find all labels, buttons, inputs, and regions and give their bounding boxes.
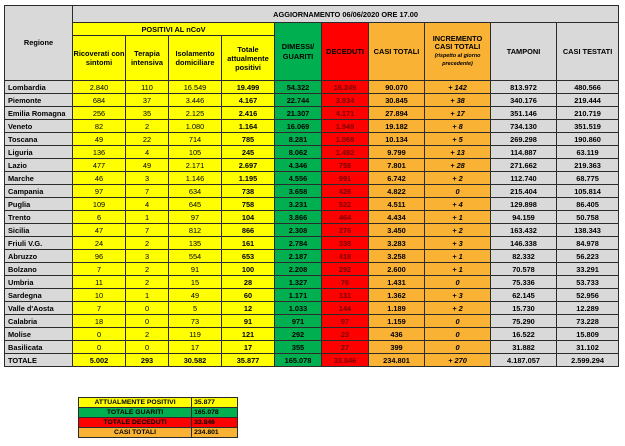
cell-ricoverati: 49 [73,133,126,146]
cell-region: Abruzzo [5,250,73,263]
cell-deceduti: 1.068 [322,133,369,146]
cell-ricoverati: 11 [73,276,126,289]
cell-region: Piemonte [5,94,73,107]
cell-terapia: 4 [126,146,169,159]
cell-casi-totali: 1.362 [369,289,425,302]
cell-incremento: + 5 [425,133,491,146]
cell-tamponi: 70.578 [491,263,557,276]
cell-tamponi: 16.522 [491,328,557,341]
cell-tamponi: 813.972 [491,81,557,94]
cell-dimessi: 2.187 [275,250,322,263]
cell-terapia: 3 [126,172,169,185]
cell-terapia: 0 [126,302,169,315]
cell-isolamento: 49 [169,289,222,302]
cell-incremento: 0 [425,328,491,341]
cell-casi-testati: 219.444 [557,94,619,107]
summary-row [79,418,238,428]
cell-ricoverati: 477 [73,159,126,172]
cell-isolamento: 645 [169,198,222,211]
cell-isolamento: 16.549 [169,81,222,94]
cell-isolamento: 1.146 [169,172,222,185]
cell-region: Campania [5,185,73,198]
table-row [5,328,619,341]
cell-totale-positivi: 866 [222,224,275,237]
cell-deceduti: 292 [322,263,369,276]
cell-ricoverati: 0 [73,341,126,354]
cell-incremento: + 2 [425,302,491,315]
cell-region: Sicilia [5,224,73,237]
header-positivi-group: POSITIVI AL nCoV [73,23,275,36]
cell-tamponi: 146.338 [491,237,557,250]
cell-tamponi: 82.332 [491,250,557,263]
cell-incremento: + 1 [425,250,491,263]
cell-tamponi: 114.887 [491,146,557,159]
table-row [5,81,619,94]
cell-dimessi: 1.327 [275,276,322,289]
cell-casi-totali: 399 [369,341,425,354]
cell-incremento: + 8 [425,120,491,133]
table-row [5,315,619,328]
cell-isolamento: 135 [169,237,222,250]
header-ricoverati: Ricoverati con sintomi [73,36,126,81]
cell-dimessi: 355 [275,341,322,354]
cell-region: Bolzano [5,263,73,276]
summary-body [79,398,238,438]
header-regione: Regione [5,6,73,81]
cell-terapia: 49 [126,159,169,172]
header-dimessi: DIMESSI/ GUARITI [275,23,322,81]
cell-casi-testati: 351.519 [557,120,619,133]
cell-tamponi: 351.146 [491,107,557,120]
cell-casi-totali: 4.822 [369,185,425,198]
cell-tamponi: 94.159 [491,211,557,224]
summary-value: 33.846 [192,418,238,428]
cell-region: Sardegna [5,289,73,302]
cell-incremento: 0 [425,276,491,289]
cell-deceduti: 426 [322,185,369,198]
cell-terapia: 2 [126,237,169,250]
cell-casi-testati: 86.405 [557,198,619,211]
cell-ricoverati: 136 [73,146,126,159]
cell-totale-positivi: 2.416 [222,107,275,120]
cell-totale-positivi: 60 [222,289,275,302]
cell-isolamento: 634 [169,185,222,198]
cell-region: Basilicata [5,341,73,354]
cell-tamponi: 62.145 [491,289,557,302]
cell-terapia: 37 [126,94,169,107]
cell-tamponi: 340.176 [491,94,557,107]
cell-region: Trento [5,211,73,224]
cell-region: Friuli V.G. [5,237,73,250]
cell-casi-totali: 234.801 [369,354,425,367]
cell-casi-totali: 9.799 [369,146,425,159]
cell-isolamento: 15 [169,276,222,289]
cell-casi-testati: 12.289 [557,302,619,315]
cell-tamponi: 75.336 [491,276,557,289]
cell-ricoverati: 7 [73,263,126,276]
cell-isolamento: 554 [169,250,222,263]
cell-totale-positivi: 758 [222,198,275,211]
cell-region: Umbria [5,276,73,289]
cell-dimessi: 3.866 [275,211,322,224]
cell-dimessi: 22.744 [275,94,322,107]
summary-table [78,397,238,438]
summary-label: CASI TOTALI [79,428,192,438]
summary-row [79,408,238,418]
cell-region: Calabria [5,315,73,328]
cell-tamponi: 4.187.057 [491,354,557,367]
cell-deceduti: 33.846 [322,354,369,367]
table-row [5,172,619,185]
cell-terapia: 0 [126,315,169,328]
header-totale-positivi: Totale attualmente positivi [222,36,275,81]
cell-casi-testati: 56.223 [557,250,619,263]
cell-isolamento: 3.446 [169,94,222,107]
cell-casi-testati: 84.978 [557,237,619,250]
cell-region: TOTALE [5,354,73,367]
cell-incremento: + 13 [425,146,491,159]
cell-region: Toscana [5,133,73,146]
cell-casi-testati: 50.758 [557,211,619,224]
cell-casi-totali: 4.511 [369,198,425,211]
cell-ricoverati: 5.002 [73,354,126,367]
cell-dimessi: 21.307 [275,107,322,120]
cell-deceduti: 464 [322,211,369,224]
cell-isolamento: 1.080 [169,120,222,133]
report-title: AGGIORNAMENTO 06/06/2020 ORE 17.00 [73,6,619,23]
cell-dimessi: 16.069 [275,120,322,133]
cell-incremento: + 4 [425,198,491,211]
cell-totale-positivi: 785 [222,133,275,146]
cell-dimessi: 8.062 [275,146,322,159]
header-isolamento: Isolamento domiciliare [169,36,222,81]
table-row [5,159,619,172]
header-incremento [425,23,491,81]
cell-deceduti: 276 [322,224,369,237]
cell-deceduti: 76 [322,276,369,289]
cell-terapia: 1 [126,289,169,302]
cell-dimessi: 292 [275,328,322,341]
summary-value: 234.801 [192,428,238,438]
summary-row [79,398,238,408]
cell-ricoverati: 7 [73,302,126,315]
cell-dimessi: 4.346 [275,159,322,172]
header-incremento-label: INCREMENTO CASI TOTALI [432,33,483,51]
cell-totale-positivi: 12 [222,302,275,315]
cell-terapia: 293 [126,354,169,367]
cell-incremento: + 3 [425,289,491,302]
cell-casi-testati: 63.119 [557,146,619,159]
cell-ricoverati: 18 [73,315,126,328]
cell-region: Molise [5,328,73,341]
cell-terapia: 110 [126,81,169,94]
cell-tamponi: 269.298 [491,133,557,146]
cell-ricoverati: 10 [73,289,126,302]
cell-isolamento: 91 [169,263,222,276]
table-row [5,302,619,315]
cell-casi-testati: 138.343 [557,224,619,237]
cell-casi-totali: 1.189 [369,302,425,315]
cell-tamponi: 15.730 [491,302,557,315]
cell-casi-testati: 15.809 [557,328,619,341]
cell-casi-testati: 53.733 [557,276,619,289]
summary-row [79,428,238,438]
cell-ricoverati: 47 [73,224,126,237]
summary-label: TOTALE GUARITI [79,408,192,418]
cell-ricoverati: 82 [73,120,126,133]
cell-casi-totali: 6.742 [369,172,425,185]
cell-totale-positivi: 19.499 [222,81,275,94]
cell-tamponi: 31.882 [491,341,557,354]
cell-dimessi: 3.231 [275,198,322,211]
cell-casi-totali: 2.600 [369,263,425,276]
cell-dimessi: 2.208 [275,263,322,276]
cell-terapia: 2 [126,263,169,276]
cell-region: Valle d'Aosta [5,302,73,315]
cell-casi-totali: 1.431 [369,276,425,289]
cell-dimessi: 54.322 [275,81,322,94]
cell-dimessi: 165.078 [275,354,322,367]
cell-incremento: 0 [425,185,491,198]
cell-casi-testati: 2.599.294 [557,354,619,367]
cell-region: Veneto [5,120,73,133]
cell-incremento: + 2 [425,172,491,185]
cell-ricoverati: 109 [73,198,126,211]
cell-terapia: 0 [126,341,169,354]
cell-tamponi: 112.740 [491,172,557,185]
cell-deceduti: 27 [322,341,369,354]
cell-dimessi: 2.784 [275,237,322,250]
cell-tamponi: 734.130 [491,120,557,133]
cell-casi-testati: 480.566 [557,81,619,94]
cell-tamponi: 75.290 [491,315,557,328]
table-row [5,133,619,146]
cell-tamponi: 129.898 [491,198,557,211]
cell-deceduti: 23 [322,328,369,341]
cell-casi-totali: 4.434 [369,211,425,224]
totals-row [5,354,619,367]
cell-terapia: 1 [126,211,169,224]
cell-ricoverati: 46 [73,172,126,185]
cell-incremento: + 3 [425,237,491,250]
cell-totale-positivi: 653 [222,250,275,263]
cell-casi-totali: 7.801 [369,159,425,172]
cell-casi-totali: 10.134 [369,133,425,146]
cell-deceduti: 758 [322,159,369,172]
cell-deceduti: 4.171 [322,107,369,120]
summary-label: ATTUALMENTE POSITIVI [79,398,192,408]
cell-isolamento: 119 [169,328,222,341]
cell-dimessi: 3.658 [275,185,322,198]
cell-isolamento: 30.582 [169,354,222,367]
cell-deceduti: 338 [322,237,369,250]
cell-ricoverati: 684 [73,94,126,107]
cell-ricoverati: 0 [73,328,126,341]
regional-data-table [4,5,619,367]
cell-totale-positivi: 4.167 [222,94,275,107]
cell-totale-positivi: 161 [222,237,275,250]
cell-incremento: + 2 [425,224,491,237]
cell-casi-totali: 19.182 [369,120,425,133]
cell-incremento: + 1 [425,211,491,224]
cell-totale-positivi: 104 [222,211,275,224]
cell-casi-testati: 219.363 [557,159,619,172]
cell-casi-testati: 73.228 [557,315,619,328]
cell-ricoverati: 24 [73,237,126,250]
cell-region: Marche [5,172,73,185]
cell-totale-positivi: 100 [222,263,275,276]
cell-tamponi: 163.432 [491,224,557,237]
summary-value: 165.078 [192,408,238,418]
cell-dimessi: 971 [275,315,322,328]
cell-dimessi: 1.033 [275,302,322,315]
cell-ricoverati: 96 [73,250,126,263]
cell-casi-testati: 190.860 [557,133,619,146]
cell-isolamento: 812 [169,224,222,237]
header-terapia: Terapia intensiva [126,36,169,81]
cell-casi-totali: 1.159 [369,315,425,328]
summary-label: TOTALE DECEDUTI [79,418,192,428]
cell-isolamento: 2.171 [169,159,222,172]
cell-dimessi: 4.556 [275,172,322,185]
cell-casi-totali: 3.450 [369,224,425,237]
cell-casi-totali: 436 [369,328,425,341]
cell-totale-positivi: 245 [222,146,275,159]
cell-ricoverati: 2.840 [73,81,126,94]
cell-isolamento: 2.125 [169,107,222,120]
table-row [5,224,619,237]
cell-region: Emilia Romagna [5,107,73,120]
cell-casi-testati: 31.102 [557,341,619,354]
cell-totale-positivi: 2.697 [222,159,275,172]
cell-ricoverati: 256 [73,107,126,120]
header-tamponi: TAMPONI [491,23,557,81]
cell-deceduti: 418 [322,250,369,263]
table-row [5,341,619,354]
covid-report [4,5,619,436]
cell-incremento: + 38 [425,94,491,107]
cell-casi-testati: 105.814 [557,185,619,198]
cell-totale-positivi: 35.877 [222,354,275,367]
cell-casi-testati: 68.775 [557,172,619,185]
cell-isolamento: 73 [169,315,222,328]
cell-incremento: + 17 [425,107,491,120]
cell-totale-positivi: 91 [222,315,275,328]
table-row [5,289,619,302]
cell-terapia: 3 [126,250,169,263]
cell-incremento: + 142 [425,81,491,94]
table-row [5,120,619,133]
cell-totale-positivi: 28 [222,276,275,289]
summary-value: 35.877 [192,398,238,408]
cell-casi-totali: 27.894 [369,107,425,120]
cell-totale-positivi: 17 [222,341,275,354]
table-row [5,146,619,159]
cell-deceduti: 144 [322,302,369,315]
cell-deceduti: 97 [322,315,369,328]
cell-totale-positivi: 1.164 [222,120,275,133]
cell-totale-positivi: 121 [222,328,275,341]
cell-tamponi: 215.404 [491,185,557,198]
cell-terapia: 4 [126,198,169,211]
cell-isolamento: 5 [169,302,222,315]
cell-casi-testati: 33.291 [557,263,619,276]
cell-deceduti: 1.492 [322,146,369,159]
cell-casi-totali: 90.070 [369,81,425,94]
cell-ricoverati: 6 [73,211,126,224]
cell-totale-positivi: 738 [222,185,275,198]
cell-incremento: + 270 [425,354,491,367]
table-row [5,198,619,211]
cell-dimessi: 2.308 [275,224,322,237]
cell-deceduti: 991 [322,172,369,185]
header-incremento-sub: (rispetto al giorno precedente) [434,52,481,67]
cell-isolamento: 17 [169,341,222,354]
cell-terapia: 35 [126,107,169,120]
cell-casi-totali: 3.283 [369,237,425,250]
cell-terapia: 2 [126,328,169,341]
cell-deceduti: 1.949 [322,120,369,133]
cell-tamponi: 271.662 [491,159,557,172]
cell-incremento: 0 [425,341,491,354]
cell-deceduti: 3.934 [322,94,369,107]
header-casi-totali: CASI TOTALI [369,23,425,81]
cell-terapia: 2 [126,276,169,289]
cell-incremento: + 28 [425,159,491,172]
table-row [5,211,619,224]
cell-deceduti: 522 [322,198,369,211]
cell-ricoverati: 97 [73,185,126,198]
cell-dimessi: 1.171 [275,289,322,302]
cell-dimessi: 8.281 [275,133,322,146]
cell-isolamento: 714 [169,133,222,146]
cell-incremento: + 1 [425,263,491,276]
cell-casi-testati: 52.956 [557,289,619,302]
cell-incremento: 0 [425,315,491,328]
cell-deceduti: 131 [322,289,369,302]
cell-region: Lombardia [5,81,73,94]
cell-casi-totali: 30.845 [369,94,425,107]
table-row [5,107,619,120]
cell-region: Liguria [5,146,73,159]
header-deceduti: DECEDUTI [322,23,369,81]
cell-terapia: 7 [126,185,169,198]
header-casi-testati: CASI TESTATI [557,23,619,81]
cell-deceduti: 16.249 [322,81,369,94]
cell-isolamento: 105 [169,146,222,159]
cell-casi-testati: 210.719 [557,107,619,120]
table-body [5,81,619,367]
cell-region: Puglia [5,198,73,211]
table-row [5,237,619,250]
cell-terapia: 22 [126,133,169,146]
table-row [5,185,619,198]
table-row [5,263,619,276]
table-row [5,276,619,289]
table-row [5,250,619,263]
table-row [5,94,619,107]
cell-casi-totali: 3.258 [369,250,425,263]
cell-totale-positivi: 1.195 [222,172,275,185]
cell-terapia: 2 [126,120,169,133]
cell-terapia: 7 [126,224,169,237]
cell-isolamento: 97 [169,211,222,224]
cell-region: Lazio [5,159,73,172]
